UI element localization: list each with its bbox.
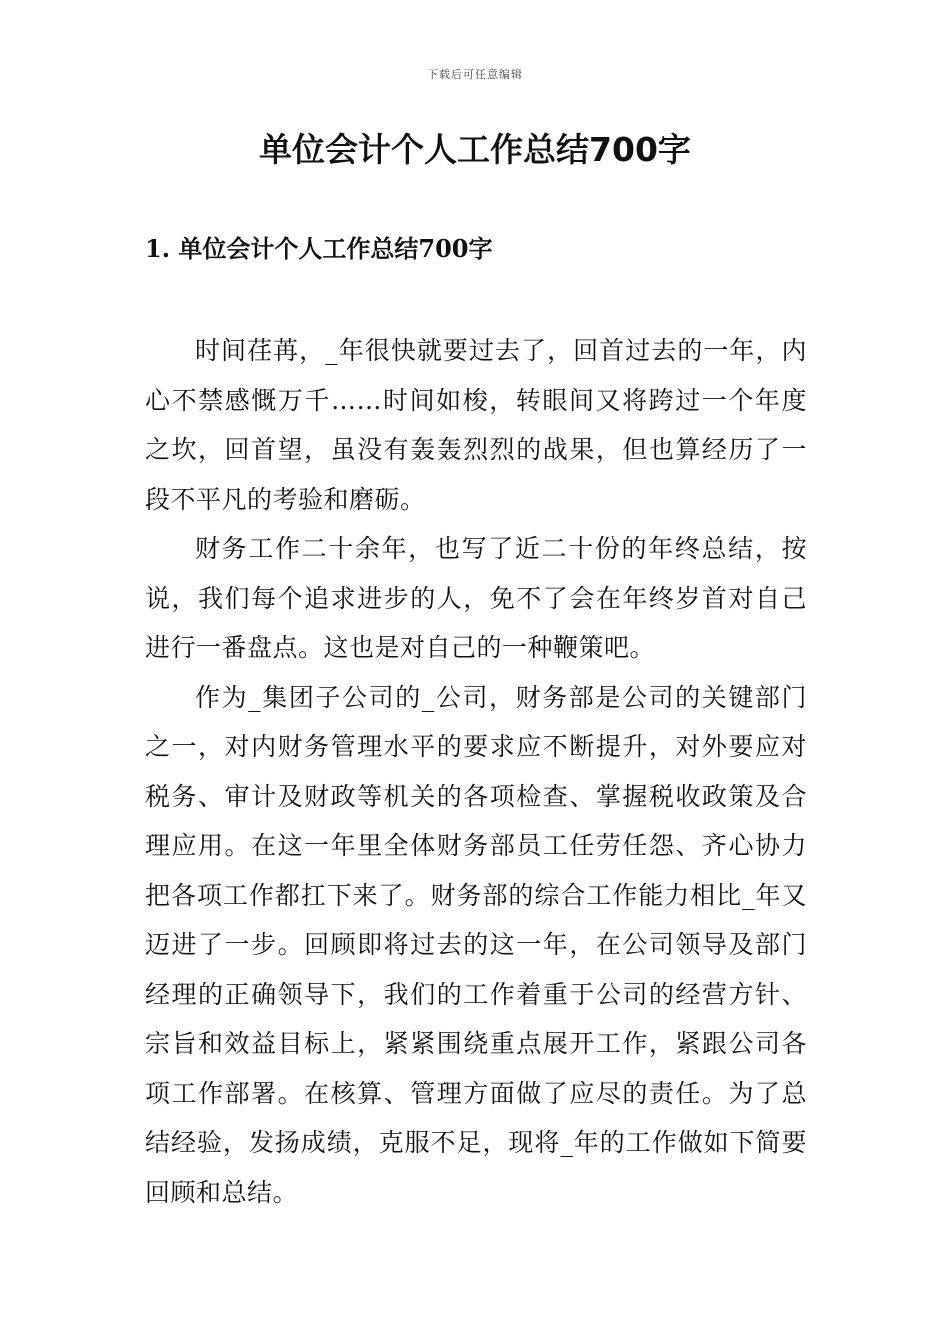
page-header-note: 下载后可任意编辑 xyxy=(427,68,523,81)
paragraph: 财务工作二十余年，也写了近二十份的年终总结，按说，我们每个追求进步的人，免不了会在年终岁首对自己进行一番盘点。这也是对自己的一种鞭策吧。 xyxy=(145,534,807,662)
section-heading: 1. 单位会计个人工作总结700字 xyxy=(145,234,493,263)
document-title: 单位会计个人工作总结700字 xyxy=(259,130,691,169)
paragraph: 作为_集团子公司的_公司，财务部是公司的关键部门之一，对内财务管理水平的要求应不断提升，对外要应对税务、审计及财政等机关的各项检查、掌握税收政策及合理应用。在这一年里全体财务部员工任劳任怨、齐心协力把各项工作都扛下来了。财务部的综合工作能力相比_年又迈进了一步。回顾即将过去的这一年，在公司领导及部门经理的正确领导下，我们的工作着重于公司的经营方针、宗旨和效益目标上，紧紧围绕重点展开工作，紧跟公司各项工作部署。在核算、管理方面做了应尽的责任。为了总结经验，发扬成绩，克服不足，现将_年的工作做如下简要回顾和总结。 xyxy=(145,682,807,1207)
document-body xyxy=(145,326,807,1217)
paragraph: 时间荏苒，_年很快就要过去了，回首过去的一年，内心不禁感慨万千……时间如梭，转眼间又将跨过一个年度之坎，回首望，虽没有轰轰烈烈的战果，但也算经历了一段不平凡的考验和磨砺。 xyxy=(145,336,807,514)
